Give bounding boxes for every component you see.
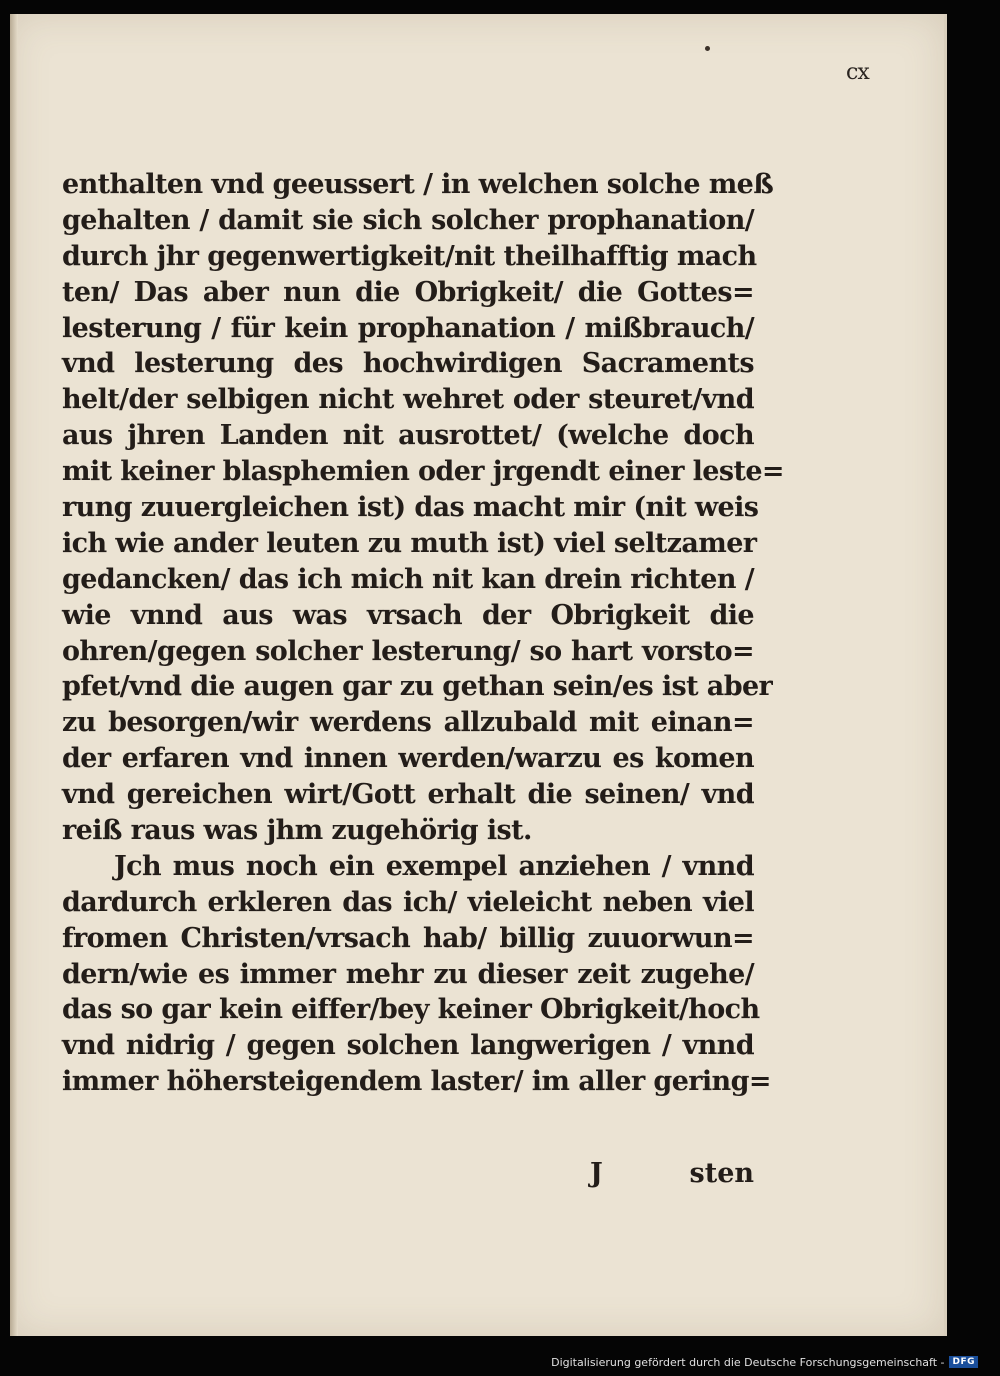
text-line: reiß raus was jhm zugehörig ist.: [62, 815, 532, 847]
folio-number: cx: [846, 60, 869, 85]
text-line: durch jhr gegenwertigkeit/nit theilhafftig mach: [62, 240, 757, 272]
text-line: immer höhersteigendem laster/ im aller gering=: [62, 1066, 771, 1098]
credit-text: Digitalisierung gefördert durch die Deutsche Forschungsgemeinschaft -: [551, 1355, 945, 1369]
text-block: [62, 167, 784, 1100]
ink-dot: [705, 46, 710, 51]
text-line: zu besorgen/wir werdens allzubald mit einan=: [62, 707, 754, 739]
dfg-logo: DFG: [949, 1356, 978, 1368]
signature-mark: J: [590, 1158, 603, 1189]
text-line: mit keiner blasphemien oder jrgendt einer leste=: [62, 456, 784, 488]
catchword-row: [62, 1154, 754, 1194]
text-line: das so gar kein eiffer/bey keiner Obrigkeit/hoch: [62, 994, 760, 1026]
text-line: dardurch erkleren das ich/ vieleicht neben viel: [62, 886, 754, 918]
text-line: pfet/vnd die augen gar zu gethan sein/es ist aber: [62, 671, 773, 703]
text-line: wie vnnd aus was vrsach der Obrigkeit die: [62, 599, 754, 631]
text-line: vnd nidrig / gegen solchen langwerigen / vnnd: [62, 1030, 754, 1062]
text-line: enthalten vnd geeussert / in welchen solche meß: [62, 169, 774, 200]
text-line: dern/wie es immer mehr zu dieser zeit zugehe/: [62, 958, 754, 990]
text-line: lesterung / für kein prophanation / mißbrauch/: [62, 312, 754, 344]
text-line: vnd lesterung des hochwirdigen Sacraments: [62, 348, 754, 380]
text-line: gehalten / damit sie sich solcher prophanation/: [62, 204, 754, 236]
catchword: sten: [689, 1158, 754, 1189]
digitization-credit: [551, 1354, 978, 1370]
text-line: helt/der selbigen nicht wehret oder steuret/vnd: [62, 384, 754, 416]
book-page: [10, 14, 947, 1336]
text-line: rung zuuergleichen ist) das macht mir (nit weis: [62, 492, 759, 524]
text-line: fromen Christen/vrsach hab/ billig zuuorwun=: [62, 922, 754, 954]
page-gutter-edge: [10, 14, 18, 1336]
text-line: der erfaren vnd innen werden/warzu es komen: [62, 743, 754, 775]
text-line: gedancken/ das ich mich nit kan drein richten /: [62, 563, 754, 595]
text-line: vnd gereichen wirt/Gott erhalt die seinen/ vnd: [62, 779, 754, 811]
text-line: ich wie ander leuten zu muth ist) viel seltzamer: [62, 527, 757, 559]
text-line: Jch mus noch ein exempel anziehen / vnnd: [114, 850, 754, 882]
text-line: ohren/gegen solcher lesterung/ so hart vorsto=: [62, 635, 754, 667]
text-line: aus jhren Landen nit ausrottet/ (welche doch: [62, 420, 754, 452]
text-line: ten/ Das aber nun die Obrigkeit/ die Gottes=: [62, 276, 754, 308]
